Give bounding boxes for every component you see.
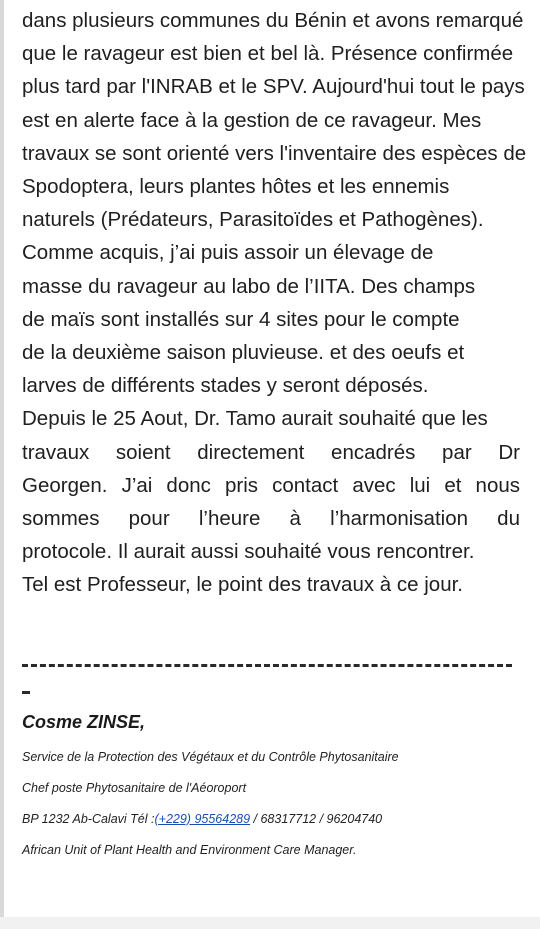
bottom-band	[0, 917, 540, 929]
body-line: plus tard par l'INRAB et le SPV. Aujourd'hui tout le pays	[22, 75, 525, 99]
body-line: naturels (Prédateurs, Parasitoïdes et Pathogènes).	[22, 208, 484, 232]
body-line: de maïs sont installés sur 4 sites pour le compte	[22, 307, 460, 331]
address-prefix: BP 1232 Ab-Calavi Tél :	[22, 811, 155, 826]
signature-separator	[22, 664, 512, 667]
body-line: sommes pour l’heure à l’harmonisation du	[22, 507, 520, 531]
body-line: Tel est Professeur, le point des travaux à ce jour.	[22, 573, 463, 597]
body-line: Depuis le 25 Aout, Dr. Tamo aurait souhaité que les	[22, 407, 488, 431]
body-line: masse du ravageur au labo de l’IITA. Des champs	[22, 274, 476, 298]
signature-service: Service de la Protection des Végétaux et du Contrôle Phytosanitaire	[22, 749, 399, 764]
body-line: que le ravageur est bien et bel là. Présence confirmée	[22, 42, 514, 66]
signature-position: Chef poste Phytosanitaire de l'Aéoroport	[22, 780, 247, 795]
body-line: Spodoptera, leurs plantes hôtes et les ennemis	[22, 175, 450, 199]
body-line: travaux soient directement encadrés par Dr	[22, 440, 520, 464]
body-line: larves de différents stades y seront déposés.	[22, 374, 429, 398]
body-line: Georgen. J’ai donc pris contact avec lui et nous	[22, 473, 520, 497]
phone-link[interactable]: (+229) 95564289	[154, 811, 251, 826]
body-line: protocole. Il aurait aussi souhaité vous rencontrer.	[22, 540, 475, 564]
body-line: dans plusieurs communes du Bénin et avons remarqué	[22, 9, 524, 32]
body-line: Comme acquis, j’ai puis assoir un élevage de	[22, 241, 434, 265]
quote-left-rule	[0, 0, 4, 929]
body-line: de la deuxième saison pluvieuse. et des oeufs et	[22, 341, 465, 365]
body-line: travaux se sont orienté vers l'inventaire des espèces de	[22, 141, 527, 165]
body-line: est en alerte face à la gestion de ce ravageur. Mes	[22, 108, 482, 132]
signature-address	[22, 812, 520, 826]
message-paragraph	[22, 4, 527, 602]
signature-name: Cosme ZINSE,	[22, 711, 146, 732]
other-phones: / 68317712 / 96204740	[250, 811, 383, 826]
signature-separator-tail	[22, 691, 30, 694]
email-body	[22, 4, 527, 857]
signature-unit: African Unit of Plant Health and Environment Care Manager.	[22, 842, 357, 857]
